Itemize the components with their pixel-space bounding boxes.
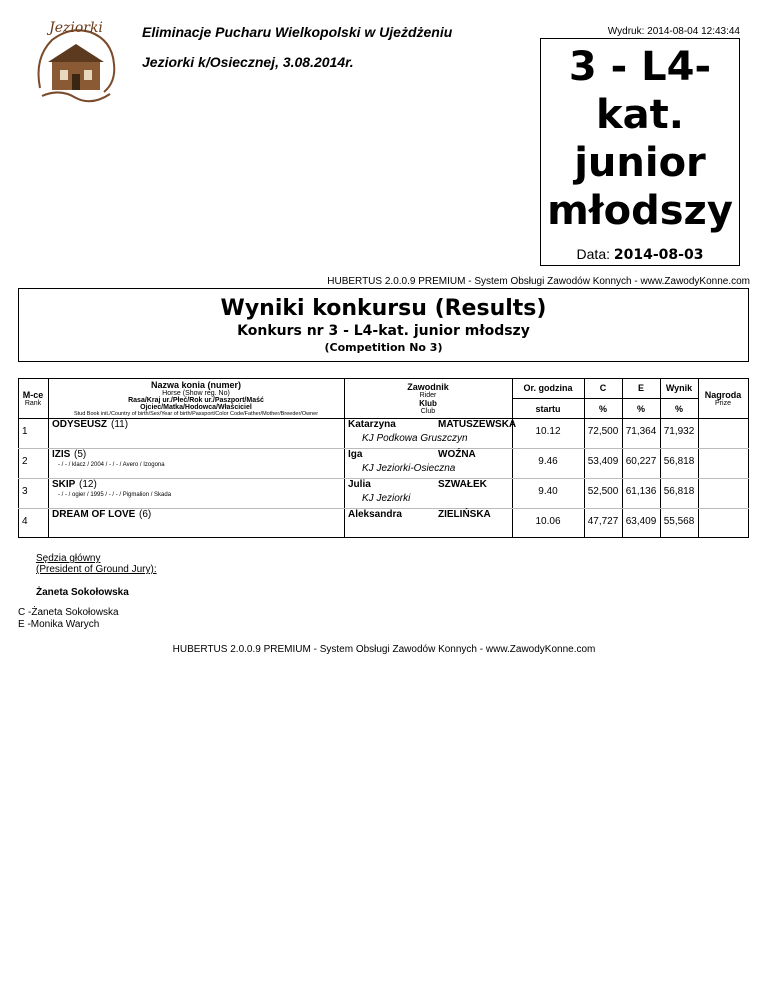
judge-c-score: 72,500 [587,426,619,437]
prize-label-en: Prize [715,400,731,407]
judge-e-header: E [637,383,644,393]
horse-number: (12) [79,479,97,490]
start-time-header-2: startu [535,404,561,414]
horse-name: DREAM OF LOVE [52,509,136,520]
rank-header [18,390,48,407]
horse-family-label: Ojciec/Matka/Hodowca/Właściciel [140,404,252,411]
start-time-cell: 9.46 [538,456,558,467]
start-time-cell: 10.06 [535,516,561,527]
club-name: KJ Jeziorki [362,493,411,504]
horse-number: (6) [139,509,152,520]
results-title: Wyniki konkursu (Results) [220,296,547,321]
rider-label: Zawodnik [407,382,449,392]
start-time-header: Or. godzina [523,383,573,393]
judge-e-score: 71,364 [625,426,657,437]
rank-cell: 2 [22,456,28,467]
competition-line: młodszy [547,188,733,234]
software-line-bottom: HUBERTUS 2.0.0.9 PREMIUM - System Obsługi Zawodów Konnych - www.ZawodyKonne.com [172,644,596,655]
rank-cell: 3 [22,486,28,497]
horse-name: SKIP [52,479,76,490]
judge-c-header: C [599,383,607,393]
result-score: 71,932 [663,426,695,437]
rider-last-name: WOŹNA [438,449,476,460]
results-title-box [18,288,749,362]
competition-line: junior [574,140,706,186]
horse-name: ODYSEUSZ [52,419,108,430]
rider-first-name: Katarzyna [348,419,396,430]
judge-c-unit: % [598,404,607,414]
judge-c-score: 52,500 [587,486,619,497]
competition-date [541,246,739,263]
rank-label: M-ce [22,390,44,400]
judge-e-unit: % [636,404,645,414]
jury-label-pl: Sędzia główny [36,553,101,564]
rank-cell: 4 [22,516,28,527]
result-header: Wynik [665,383,693,393]
horse-number: (5) [74,449,87,460]
club-name: KJ Jeziorki-Osieczna [362,463,456,474]
print-timestamp: Wydruk: 2014-08-04 12:43:44 [607,26,740,37]
competition-box [540,38,740,266]
prize-header [698,390,748,407]
jeziorki-stable-logo-icon [30,18,122,106]
result-score: 55,568 [663,516,695,527]
horse-label: Nazwa konia (numer) [150,380,242,390]
competition-line: kat. [596,92,684,138]
judge-e: E -Monika Warych [18,619,100,630]
prize-label: Nagroda [704,390,742,400]
judge-e-score: 61,136 [625,486,657,497]
venue-date: Jeziorki k/Osiecznej, 3.08.2014r. [142,54,354,70]
rider-last-name: MATUSZEWSKA [438,419,517,430]
horse-label-en: Horse (Show reg. No) [162,390,230,397]
result-score: 56,818 [663,486,695,497]
rider-first-name: Iga [348,449,363,460]
rider-label-en: Rider [419,392,437,399]
rider-last-name: SZWAŁEK [438,479,487,490]
jury-label-en: (President of Ground Jury): [36,564,157,575]
results-subtitle: Konkurs nr 3 - L4-kat. junior młodszy [237,323,530,339]
software-line-top: HUBERTUS 2.0.0.9 PREMIUM - System Obsługi Zawodów Konnych - www.ZawodyKonne.com [327,276,750,287]
jury-president-name: Żaneta Sokołowska [36,587,129,598]
club-label: Klub [419,399,437,408]
result-score: 56,818 [663,456,695,467]
date-label: Data: [576,246,610,262]
date-value: 2014-08-03 [613,247,704,263]
horse-details: - / - / ogier / 1995 / - / - / Pigmalion / Skada [58,492,172,498]
competition-number: (Competition No 3) [324,341,443,354]
horse-number: (11) [111,419,129,430]
judge-c-score: 53,409 [587,456,619,467]
judge-c-score: 47,727 [587,516,619,527]
judge-e-score: 63,409 [625,516,657,527]
judge-e-score: 60,227 [625,456,657,467]
results-table [18,378,749,538]
horse-header [48,380,344,417]
start-time-cell: 10.12 [535,426,561,437]
result-unit: % [674,404,683,414]
horse-details-label-en: Stud Book init./Country of birth/Sex/Year of birth/Passport/Color Code/Father/Mother/Breeder/Owner [73,411,319,417]
horse-name: IZIS [52,449,71,460]
club-name: KJ Podkowa Gruszczyn [362,433,468,444]
jury-label [36,553,157,575]
rider-first-name: Aleksandra [348,509,402,520]
rider-last-name: ZIELIŃSKA [438,509,491,520]
club-label-en: Club [420,408,436,415]
rider-first-name: Julia [348,479,371,490]
rider-header [344,382,512,415]
rank-label-en: Rank [24,400,42,407]
logo-text: Jeziorki [49,20,103,36]
competition-line: 3 - L4- [568,44,712,90]
competition-name [541,43,739,235]
event-title: Eliminacje Pucharu Wielkopolski w Ujeżdżeniu [142,24,453,40]
judge-c: C -Żaneta Sokołowska [18,607,119,618]
horse-details: - / - / klacz / 2004 / - / - / Avero / Izogona [58,462,165,468]
start-time-cell: 9.40 [538,486,558,497]
rank-cell: 1 [22,426,28,437]
horse-details-label: Rasa/Kraj ur./Płeć/Rok ur./Paszport/Maść [128,397,264,404]
